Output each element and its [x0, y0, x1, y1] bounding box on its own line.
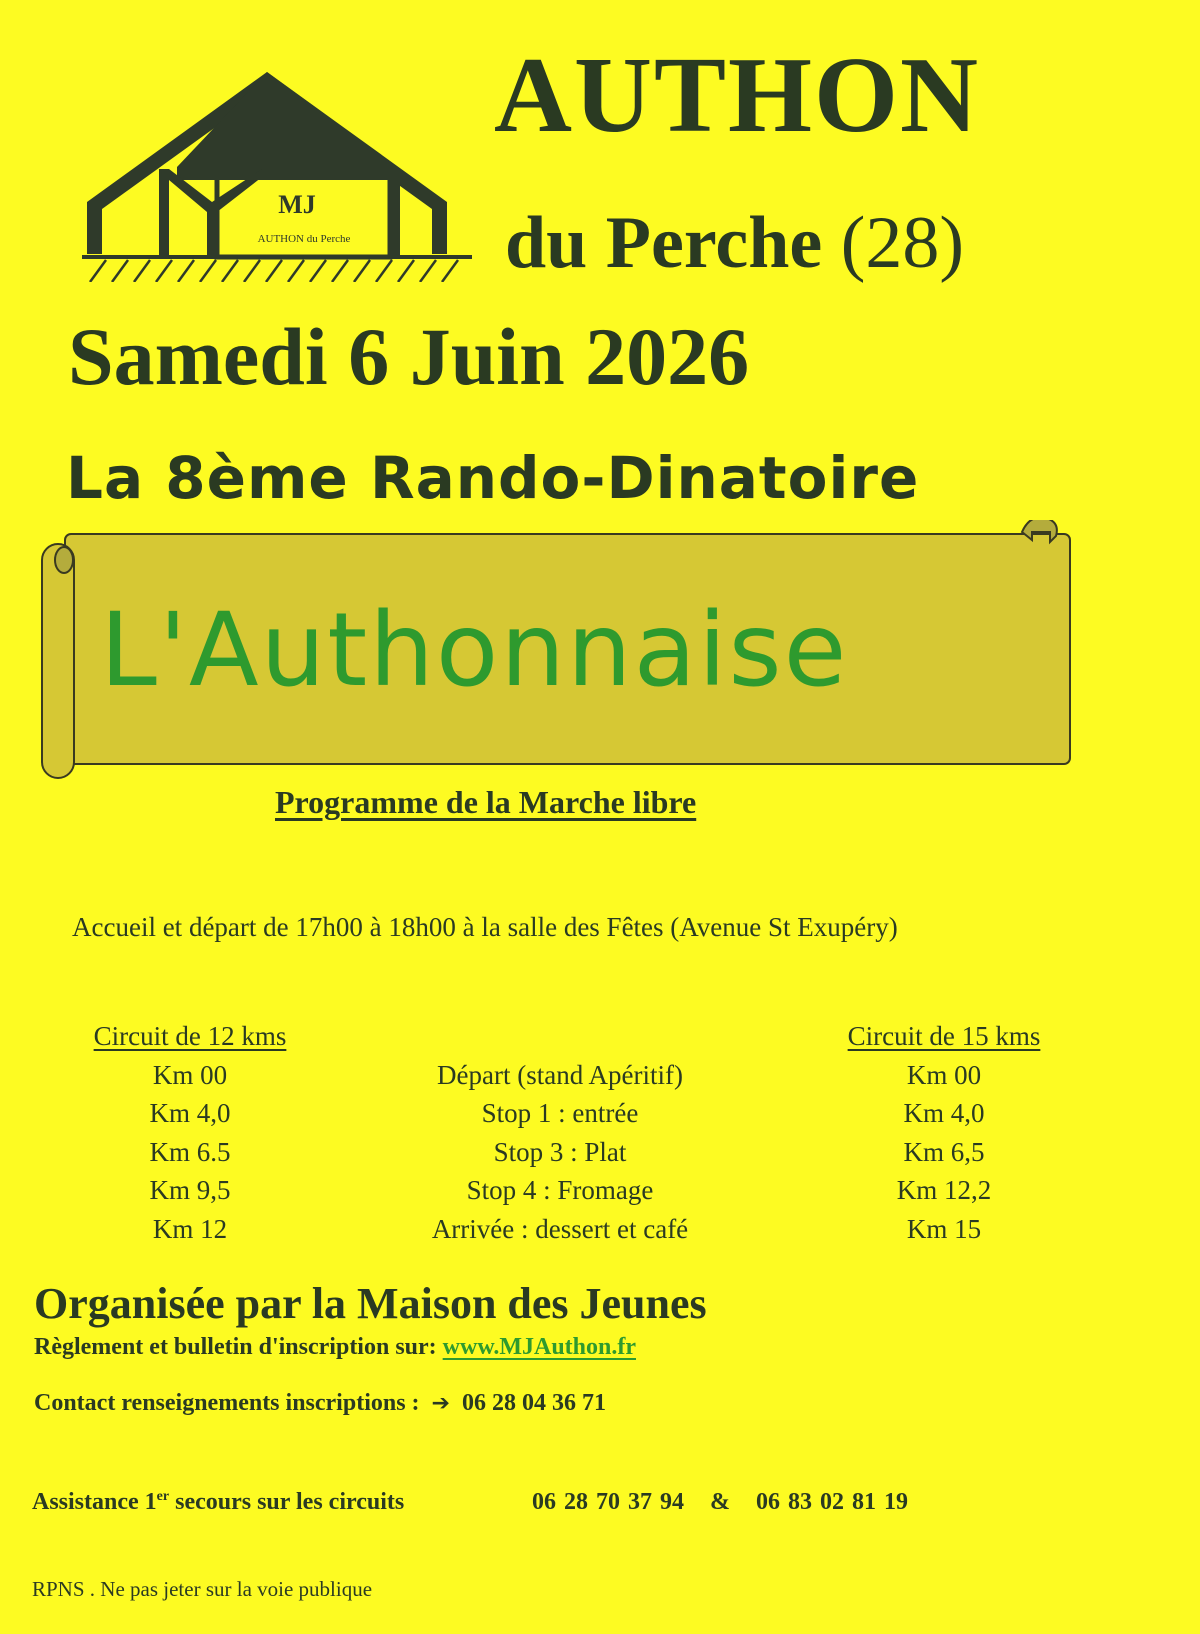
logo-initials: MJ — [278, 190, 316, 219]
arrow-right-icon: ➔ — [431, 1391, 450, 1416]
stop-row: Stop 3 : Plat — [493, 1136, 627, 1167]
contact-label: Contact renseignements inscriptions : — [34, 1390, 420, 1416]
town-title: AUTHON — [494, 36, 981, 155]
first-aid-label — [32, 1489, 404, 1516]
stop-row: Stop 4 : Fromage — [466, 1175, 654, 1205]
disclaimer: RPNS . Ne pas jeter sur la voie publique — [32, 1577, 373, 1601]
circuit-15km-title: Circuit de 15 kms — [847, 1021, 1041, 1051]
stops-column — [390, 1017, 730, 1248]
stops-spacer — [390, 1017, 730, 1056]
first-aid-label-rest: secours sur les circuits — [169, 1489, 405, 1515]
contact-phone[interactable]: 06 28 04 36 71 — [461, 1390, 606, 1416]
first-aid-phone-2[interactable]: 06 83 02 81 19 — [756, 1489, 908, 1515]
programme-title: Programme de la Marche libre — [275, 784, 697, 820]
circuit-12km-row: Km 6.5 — [149, 1136, 231, 1167]
organiser-heading: Organisée par la Maison des Jeunes — [34, 1279, 707, 1328]
logo-caption: AUTHON du Perche — [257, 233, 351, 245]
circuit-12km-row: Km 9,5 — [149, 1175, 231, 1205]
first-aid-phones — [532, 1489, 908, 1516]
first-aid-phone-1[interactable]: 06 28 70 37 94 — [532, 1489, 684, 1515]
first-aid-label-text: Assistance 1 — [32, 1489, 157, 1515]
circuit-12km-column — [72, 1017, 308, 1248]
event-edition: La 8ème Rando-Dinatoire — [66, 444, 920, 512]
stop-row: Stop 1 : entrée — [481, 1098, 639, 1128]
first-aid-label-sup: er — [156, 1489, 170, 1504]
registration-line — [34, 1334, 636, 1361]
circuit-15km-row: Km 00 — [906, 1059, 982, 1090]
welcome-info: Accueil et départ de 17h00 à 18h00 à la salle des Fêtes (Avenue St Exupéry) — [72, 912, 898, 942]
contact-line — [34, 1390, 606, 1417]
circuit-12km-row: Km 12 — [152, 1213, 228, 1244]
website-link[interactable]: www.MJAuthon.fr — [442, 1334, 636, 1360]
circuit-15km-row: Km 4,0 — [903, 1098, 985, 1128]
circuit-12km-row: Km 00 — [152, 1059, 228, 1090]
event-date: Samedi 6 Juin 2026 — [68, 311, 750, 402]
stop-row: Arrivée : dessert et café — [431, 1213, 689, 1244]
circuit-15km-row: Km 15 — [906, 1213, 982, 1244]
circuit-12km-row: Km 4,0 — [149, 1098, 231, 1128]
house-logo-icon — [82, 72, 472, 282]
circuit-15km-row: Km 12,2 — [896, 1175, 992, 1205]
region-name: du Perche — [505, 202, 823, 284]
circuit-15km-column — [826, 1017, 1062, 1248]
event-name: L'Authonnaise — [100, 591, 849, 710]
stop-row: Départ (stand Apéritif) — [437, 1059, 683, 1090]
department-number: (28) — [840, 202, 965, 284]
ampersand: & — [710, 1489, 730, 1515]
mj-logo — [82, 72, 472, 282]
region-title — [505, 202, 965, 284]
circuit-12km-title: Circuit de 12 kms — [93, 1021, 287, 1051]
registration-label: Règlement et bulletin d'inscription sur: — [34, 1334, 437, 1360]
circuit-15km-row: Km 6,5 — [903, 1136, 985, 1167]
